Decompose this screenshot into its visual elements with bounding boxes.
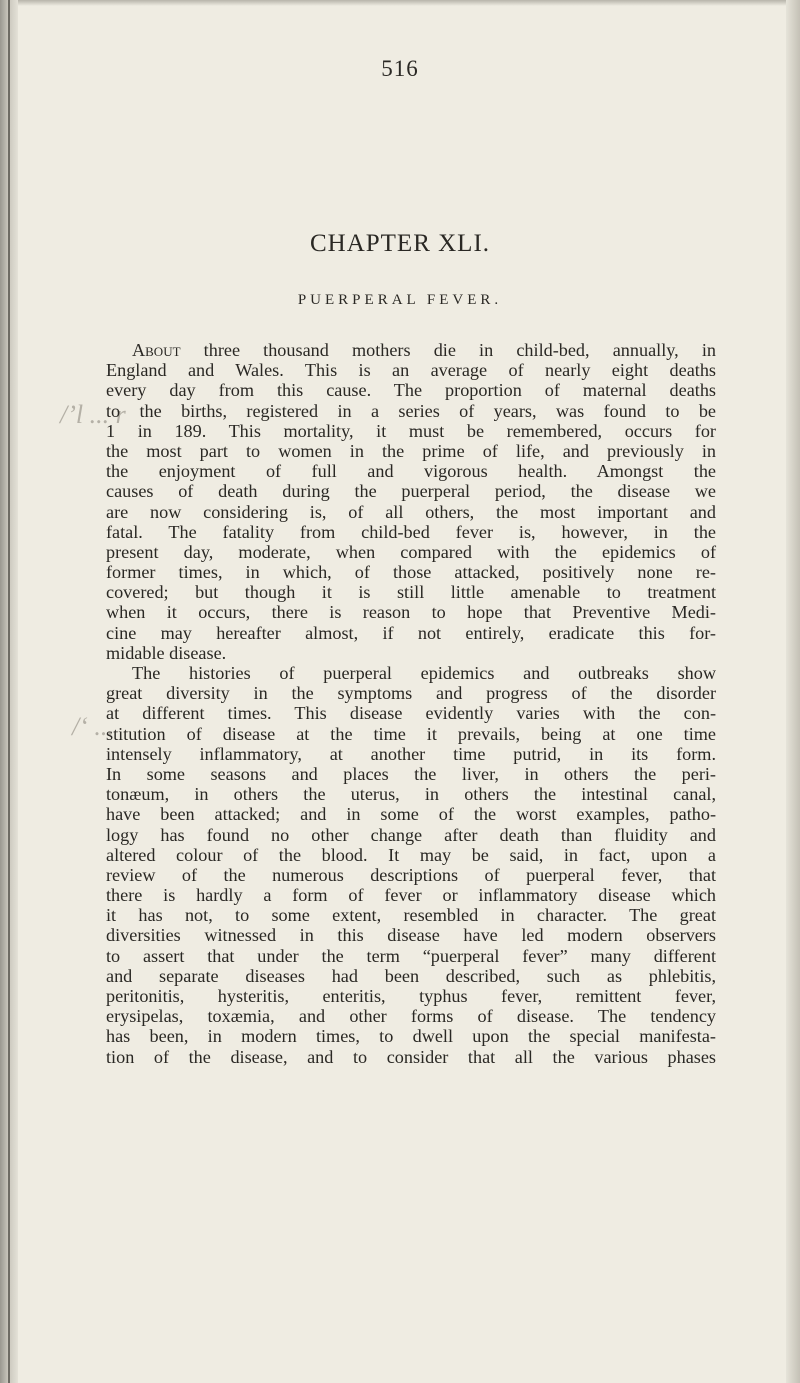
text-line: present day, moderate, when compared with the epidemics of — [106, 541, 716, 562]
text-line: have been attacked; and in some of the worst examples, patho- — [106, 804, 716, 825]
page-edge-right — [786, 0, 800, 1383]
text-line: altered colour of the blood. It may be said, in fact, upon a — [106, 844, 716, 865]
text-line: to the births, registered in a series of years, was found to be — [106, 400, 716, 421]
page-top-edge — [0, 0, 800, 6]
faded-margin-mark: /ʼl ... r — [60, 400, 126, 429]
binding-line — [8, 0, 10, 1383]
text-line: England and Wales. This is an average of nearly eight deaths — [106, 360, 716, 381]
text-line: peritonitis, hysteritis, enteritis, typhus fever, remittent fever, — [106, 986, 716, 1006]
text-line: The histories of puerperal epidemics and outbreaks show — [132, 663, 716, 683]
text-line: has been, in modern times, to dwell upon the special manifesta- — [106, 1026, 716, 1047]
text-line: diversities witnessed in this disease have led modern observers — [106, 925, 716, 946]
text-line: fatal. The fatality from child-bed fever is, however, in the — [106, 521, 716, 542]
text-line: the enjoyment of full and vigorous health. Amongst the — [106, 461, 716, 482]
text-line: cine may hereafter almost, if not entirely, eradicate this for- — [106, 622, 716, 643]
text-line: it has not, to some extent, resembled in character. The great — [106, 905, 716, 926]
text-line: logy has found no other change after death than fluidity and — [106, 824, 716, 845]
text-line: intensely inflammatory, at another time putrid, in its form. — [106, 743, 716, 764]
page-number: 516 — [381, 56, 419, 81]
text-line: when it occurs, there is reason to hope that Preventive Medi- — [106, 602, 716, 623]
drop-word: About — [132, 340, 181, 360]
text-line: causes of death during the puerperal period, the disease we — [106, 481, 716, 502]
text-line-rest: three thousand mothers die in child-bed, annually, in — [180, 340, 716, 360]
text-line: midable disease. — [106, 642, 227, 663]
text-line: every day from this cause. The proportion of maternal deaths — [106, 380, 716, 401]
text-line: tonæum, in others the uterus, in others the intestinal canal, — [106, 784, 716, 805]
text-line: great diversity in the symptoms and progress of the disorder — [106, 683, 716, 704]
text-line: and separate diseases had been described, such as phlebitis, — [106, 965, 716, 986]
body-text — [106, 340, 716, 1067]
text-line: erysipelas, toxæmia, and other forms of disease. The tendency — [106, 1006, 716, 1027]
text-line: 1 in 189. This mortality, it must be remembered, occurs for — [106, 420, 716, 441]
chapter-title: CHAPTER XLI. — [309, 230, 491, 257]
chapter-subtitle: PUERPERAL FEVER. — [297, 292, 503, 308]
text-line: review of the numerous descriptions of puerperal fever, that — [106, 864, 716, 885]
text-line — [106, 340, 716, 360]
text-line: are now considering is, of all others, the most important and — [106, 501, 716, 522]
text-line: tion of the disease, and to consider that all the various phases — [106, 1046, 716, 1067]
text-line: In some seasons and places the liver, in others the peri- — [106, 763, 716, 784]
text-line: there is hardly a form of fever or inflammatory disease which — [106, 885, 716, 906]
text-line: covered; but though it is still little amenable to treatment — [106, 582, 716, 603]
text-line: at different times. This disease evidently varies with the con- — [106, 703, 716, 724]
text-line: stitution of disease at the time it prevails, being at one time — [106, 723, 716, 744]
faded-margin-mark: /‘ ... — [72, 712, 114, 741]
text-line: to assert that under the term “puerperal fever” many different — [106, 945, 716, 966]
text-line: the most part to women in the prime of life, and previously in — [106, 440, 716, 461]
text-line: former times, in which, of those attacked, positively none re- — [106, 562, 716, 583]
